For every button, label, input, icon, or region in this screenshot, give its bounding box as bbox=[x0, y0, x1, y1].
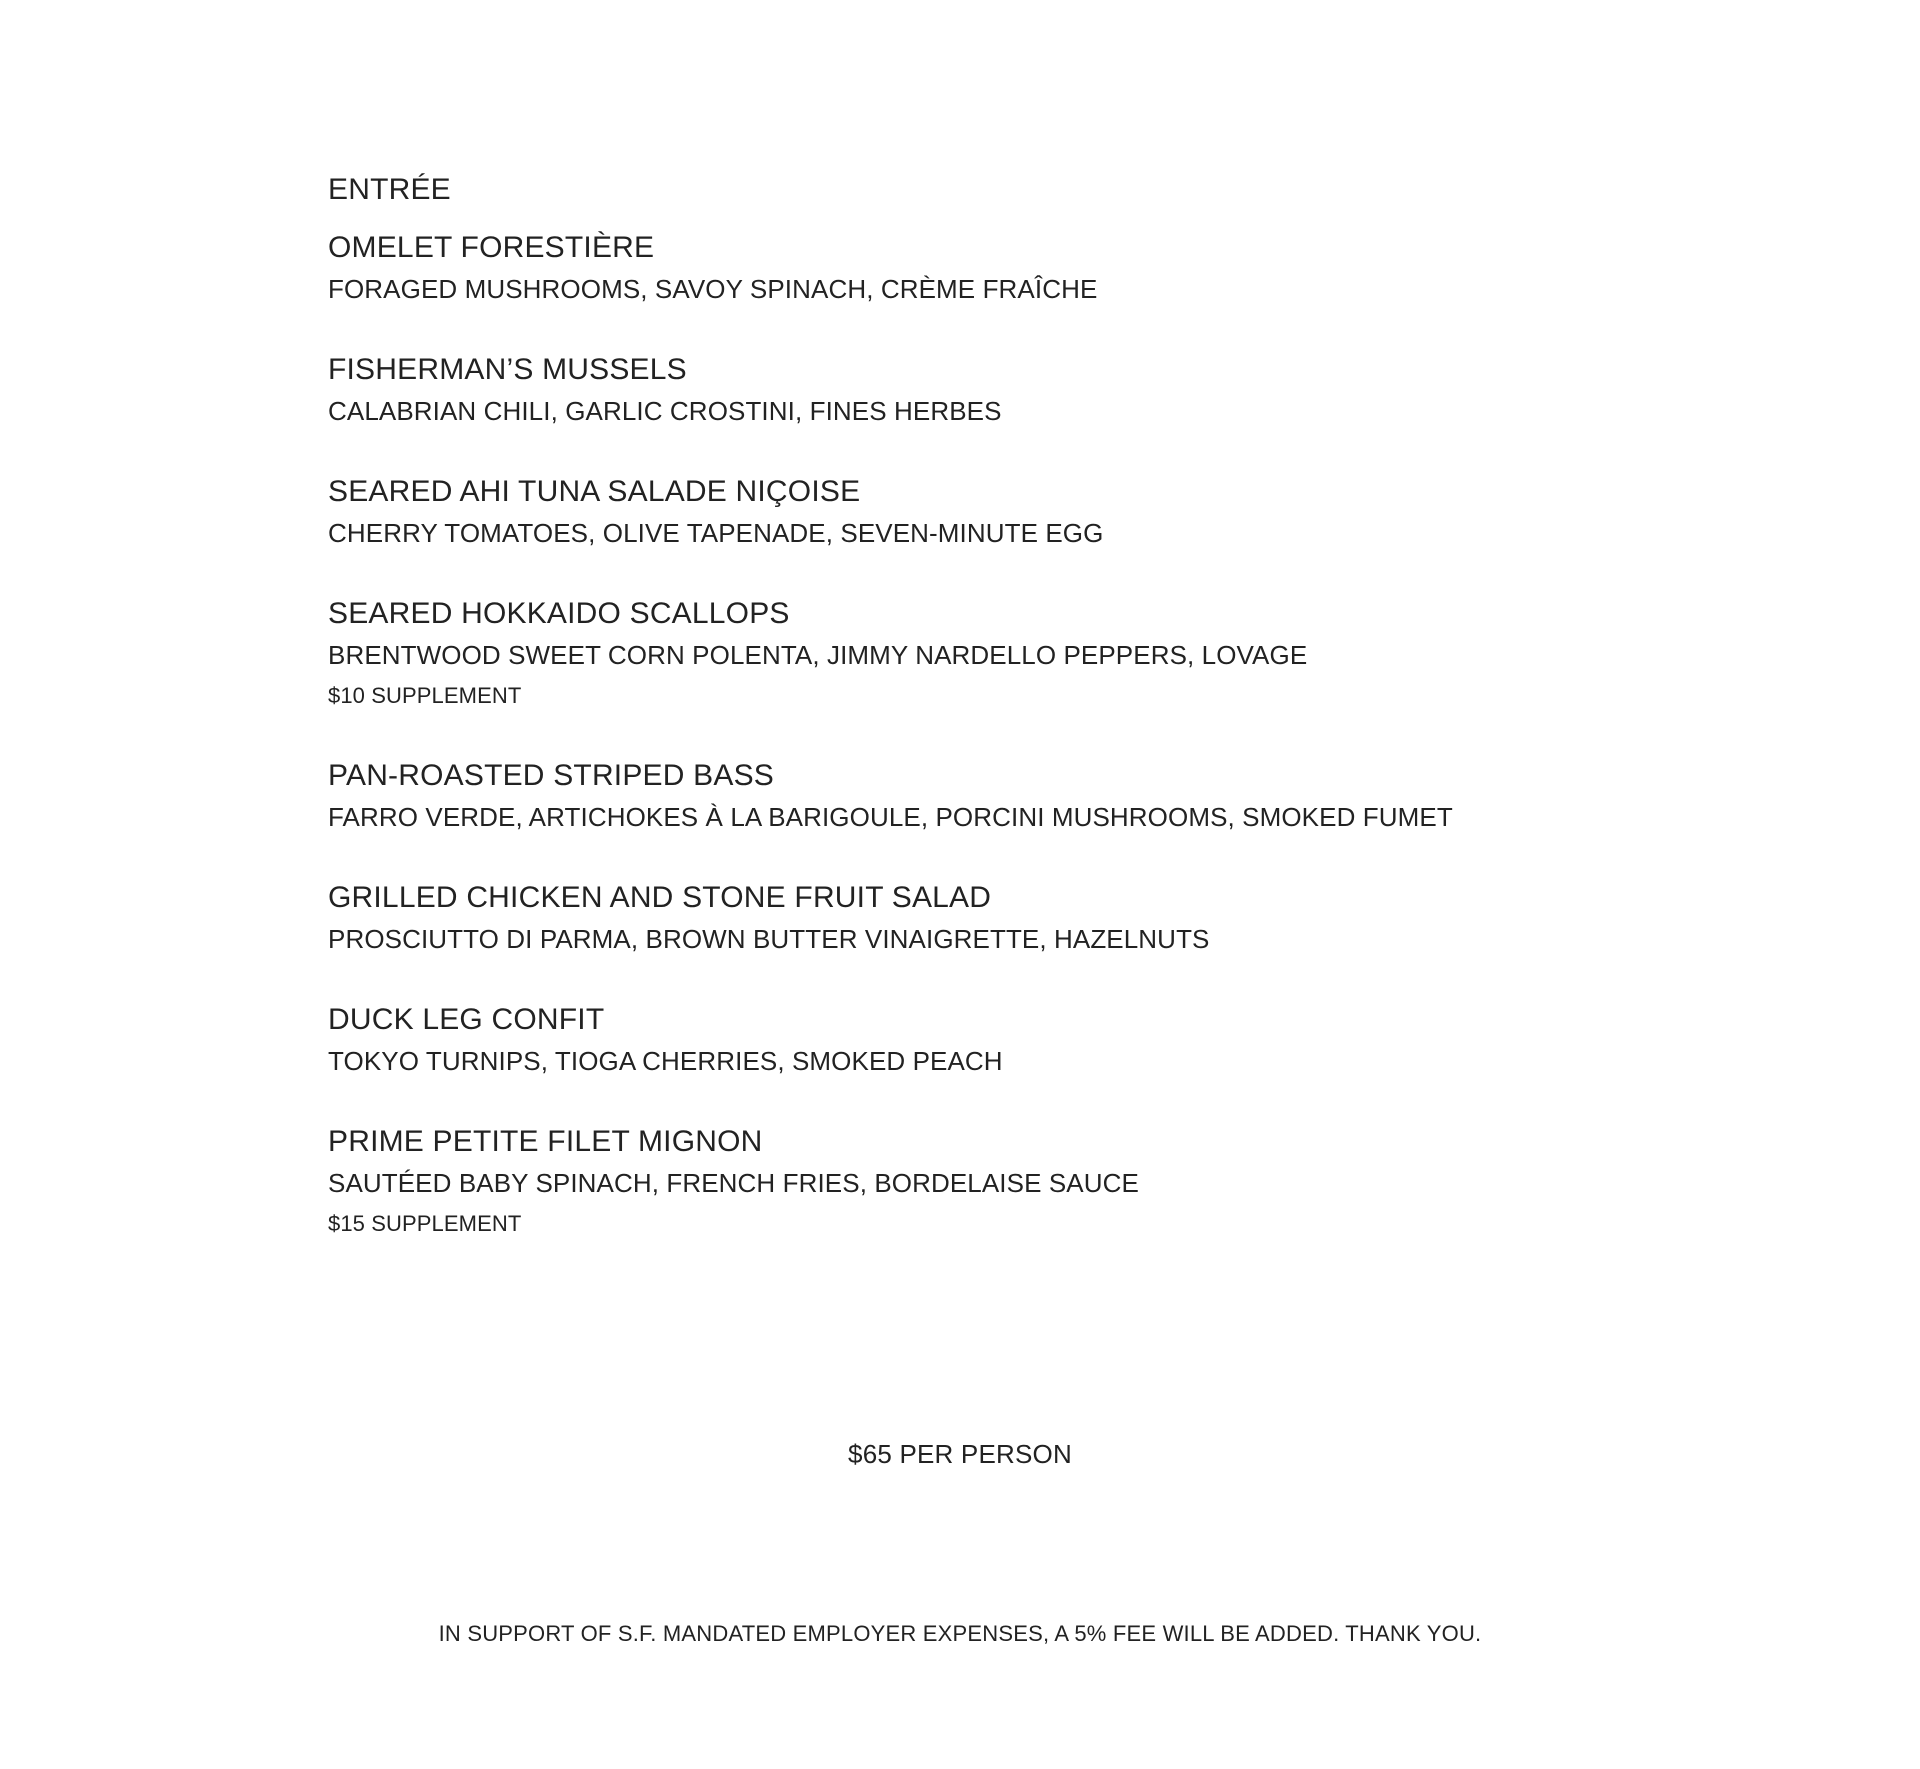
item-description: FORAGED MUSHROOMS, SAVOY SPINACH, CRÈME FRAÎCHE bbox=[328, 274, 1098, 304]
item-name: SEARED AHI TUNA SALADE NIÇOISE bbox=[328, 475, 861, 508]
menu-item bbox=[328, 1122, 1628, 1244]
item-supplement: $15 SUPPLEMENT bbox=[328, 1211, 522, 1236]
item-name: OMELET FORESTIÈRE bbox=[328, 231, 655, 264]
item-description: CHERRY TOMATOES, OLIVE TAPENADE, SEVEN-MINUTE EGG bbox=[328, 518, 1104, 548]
item-name: PAN-ROASTED STRIPED BASS bbox=[328, 759, 774, 792]
item-name: SEARED HOKKAIDO SCALLOPS bbox=[328, 597, 790, 630]
item-name: FISHERMAN’S MUSSELS bbox=[328, 353, 687, 386]
item-description: TOKYO TURNIPS, TIOGA CHERRIES, SMOKED PEACH bbox=[328, 1046, 1003, 1076]
item-supplement: $10 SUPPLEMENT bbox=[328, 683, 522, 708]
menu-item bbox=[328, 1000, 1628, 1082]
item-description: BRENTWOOD SWEET CORN POLENTA, JIMMY NARDELLO PEPPERS, LOVAGE bbox=[328, 640, 1308, 670]
item-description: FARRO VERDE, ARTICHOKES À LA BARIGOULE, PORCINI MUSHROOMS, SMOKED FUMET bbox=[328, 802, 1453, 832]
item-description: PROSCIUTTO DI PARMA, BROWN BUTTER VINAIGRETTE, HAZELNUTS bbox=[328, 924, 1210, 954]
menu-item bbox=[328, 228, 1628, 310]
menu-item bbox=[328, 594, 1628, 716]
item-description: CALABRIAN CHILI, GARLIC CROSTINI, FINES HERBES bbox=[328, 396, 1002, 426]
item-name: PRIME PETITE FILET MIGNON bbox=[328, 1125, 763, 1158]
menu-item bbox=[328, 878, 1628, 960]
price-per-person: $65 PER PERSON bbox=[848, 1439, 1072, 1469]
item-name: DUCK LEG CONFIT bbox=[328, 1003, 605, 1036]
menu-item bbox=[328, 350, 1628, 432]
section-title: ENTRÉE bbox=[328, 173, 451, 206]
item-name: GRILLED CHICKEN AND STONE FRUIT SALAD bbox=[328, 881, 992, 914]
item-description: SAUTÉED BABY SPINACH, FRENCH FRIES, BORDELAISE SAUCE bbox=[328, 1168, 1139, 1198]
menu-item bbox=[328, 756, 1628, 838]
menu-section bbox=[328, 170, 1628, 1284]
menu-item bbox=[328, 472, 1628, 554]
footer-note: IN SUPPORT OF S.F. MANDATED EMPLOYER EXPENSES, A 5% FEE WILL BE ADDED. THANK YOU. bbox=[438, 1621, 1482, 1646]
